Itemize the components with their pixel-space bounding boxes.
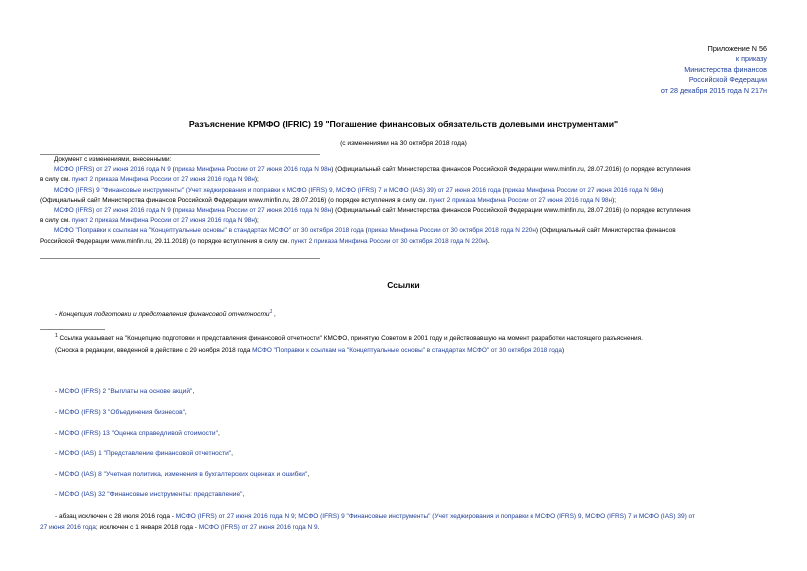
- ref-link[interactable]: МСФО (IFRS) от 27 июня 2016 года N 9: [175, 513, 295, 520]
- change-item-cont: в силу см. пункт 2 приказа Минфина России от 27 июня 2016 года N 98н);: [40, 217, 259, 225]
- divider: [40, 258, 320, 259]
- ref-link[interactable]: МСФО (IFRS) от 27 июня 2016 года N 9: [198, 524, 318, 531]
- change-link[interactable]: приказ Минфина России от 27 июня 2016 года N 98н: [504, 186, 662, 194]
- ref-item: - МСФО (IAS) 32 "Финансовые инструменты: представление",: [55, 491, 245, 498]
- ref-link[interactable]: МСФО (IAS) 1 "Представление финансовой отчетности": [59, 450, 232, 457]
- change-link[interactable]: МСФО (IFRS) 9 "Финансовые инструменты" (Учет хеджирования и поправки к МСФО (IFRS) 9, МСФО (IFRS) 7 и МСФО (IAS) 39) от 27 июня 2016 года: [54, 186, 501, 194]
- appendix-line[interactable]: Министерства финансов: [684, 64, 767, 74]
- ref-item: - МСФО (IFRS) 13 "Оценка справедливой стоимости",: [55, 430, 220, 437]
- change-link[interactable]: пункт 2 приказа Минфина России от 27 июня 2016 года N 98н: [71, 176, 255, 184]
- ref-link[interactable]: МСФО (IFRS) 3 "Объединения бизнесов": [59, 409, 185, 416]
- footnote-link[interactable]: 1: [269, 309, 273, 315]
- change-item-cont: (Официальный сайт Министерства финансов Российской Федерации www.minfin.ru, 28.07.2016) (о порядке вступления в силу см. пункт 2 приказа Минфина России от 27 июня 2016 года N 98н);: [40, 196, 617, 204]
- change-item: МСФО (IFRS) 9 "Финансовые инструменты" (Учет хеджирования и поправки к МСФО (IFRS) 9, МСФО (IFRS) 7 и МСФО (IAS) 39) от 27 июня 2016 года (приказ Минфина России от 27 июня 2016 года N 98н): [54, 186, 664, 194]
- refs-title: Ссылки: [387, 280, 420, 290]
- appendix-header: [661, 44, 767, 96]
- ref-item: - МСФО (IFRS) 2 "Выплаты на основе акций",: [55, 388, 195, 395]
- excluded-paragraph: - абзац исключен с 28 июля 2016 года - МСФО (IFRS) от 27 июня 2016 года N 9; МСФО (IFRS) 9 "Финансовые инструменты" (Учет хеджирования и поправки к МСФО (IFRS) 9, МСФО (IFRS) 7 и МСФО (IAS) 39) от 27 июня 2016 года; исключен с 1 января 2018 года - МСФО (IFRS) от 27 июня 2016 года N 9.: [40, 513, 695, 531]
- ref-link[interactable]: МСФО (IAS) 8 "Учетная политика, изменения в бухгалтерских оценках и ошибки": [59, 471, 308, 478]
- footnote-note: (Сноска в редакции, введенной в действие с 29 ноября 2018 года МСФО "Поправки к ссылкам на "Концептуальные основы" в стандартах МСФО" от 30 октября 2018 года): [55, 347, 565, 354]
- changes-block: [40, 155, 772, 247]
- changes-heading: Документ с изменениями, внесенными:: [54, 156, 172, 163]
- change-link[interactable]: МСФО (IFRS) от 27 июня 2016 года N 9: [54, 166, 171, 174]
- footnote: $^1$ Ссылка указывает на "Концепцию подготовки и представления финансовой отчетности" КМСФО, принятую Советом в 2001 году и действовавшую на момент разработки настоящего разъяснения.: [55, 333, 643, 343]
- ref-item: - МСФО (IFRS) 3 "Объединения бизнесов",: [55, 409, 187, 416]
- page-title: Разъяснение КРМФО (IFRIC) 19 "Погашение финансовых обязательств долевыми инструментами": [188, 119, 619, 129]
- change-item: МСФО "Поправки к ссылкам на "Концептуальные основы" в стандартах МСФО" от 30 октября 2018 года (приказ Минфина России от 30 октября 2018 года N 220н) (Официальный сайт Министерства финансов: [54, 227, 676, 235]
- ref-item: - МСФО (IAS) 8 "Учетная политика, изменения в бухгалтерских оценках и ошибки",: [55, 471, 310, 478]
- change-link[interactable]: приказ Минфина России от 27 июня 2016 года N 98н: [174, 166, 332, 174]
- ref-link[interactable]: МСФО (IFRS) 13 "Оценка справедливой стоимости": [59, 430, 218, 437]
- ref-concept: - Концепция подготовки и представления финансовой отчетности$^1$ ,: [55, 309, 277, 319]
- ref-link[interactable]: МСФО (IFRS) 9 "Финансовые инструменты" (Учет хеджирования и поправки к МСФО (IFRS) 9, МСФО (IFRS) 7 и МСФО (IAS) 39) от: [298, 513, 695, 520]
- change-link[interactable]: пункт 2 приказа Минфина России от 27 июня 2016 года N 98н: [429, 196, 613, 204]
- change-item: МСФО (IFRS) от 27 июня 2016 года N 9 (приказ Минфина России от 27 июня 2016 года N 98н) (Официальный сайт Министерства финансов Российской Федерации www.minfin.ru, 28.07.2016) (о порядке вступления: [54, 207, 691, 215]
- ref-link[interactable]: 27 июня 2016 года: [40, 524, 96, 531]
- ref-item: - МСФО (IAS) 1 "Представление финансовой отчетности",: [55, 450, 233, 457]
- change-link[interactable]: пункт 2 приказа Минфина России от 27 июня 2016 года N 98н: [71, 217, 255, 225]
- appendix-line[interactable]: от 28 декабря 2015 года N 217н: [660, 85, 767, 95]
- ref-link[interactable]: МСФО (IFRS) 2 "Выплаты на основе акций": [59, 388, 193, 395]
- note-link[interactable]: МСФО "Поправки к ссылкам на "Концептуальные основы" в стандартах МСФО" от 30 октября 2018 года: [252, 347, 562, 354]
- change-link[interactable]: приказ Минфина России от 30 октября 2018 года N 220н: [367, 227, 536, 235]
- appendix-line[interactable]: к приказу: [735, 54, 767, 64]
- page-subtitle: (с изменениями на 30 октября 2018 года): [340, 140, 467, 147]
- ref-link[interactable]: МСФО (IAS) 32 "Финансовые инструменты: представление": [59, 491, 243, 498]
- change-item-cont: Российской Федерации www.minfin.ru, 29.11.2018) (о порядке вступления в силу см. пункт 2 приказа Минфина России от 30 октября 2018 года N 220н).: [40, 237, 490, 245]
- footnote-mark: 1: [55, 333, 58, 339]
- change-link[interactable]: МСФО (IFRS) от 27 июня 2016 года N 9: [54, 207, 171, 215]
- change-link[interactable]: МСФО "Поправки к ссылкам на "Концептуальные основы" в стандартах МСФО" от 30 октября 2018 года: [54, 227, 364, 235]
- change-item-cont: в силу см. пункт 2 приказа Минфина России от 27 июня 2016 года N 98н);: [40, 176, 259, 184]
- footnote-divider: [40, 329, 105, 330]
- appendix-line: Приложение N 56: [707, 44, 767, 53]
- change-link[interactable]: приказ Минфина России от 27 июня 2016 года N 98н: [174, 207, 332, 215]
- change-link[interactable]: пункт 2 приказа Минфина России от 30 октября 2018 года N 220н: [290, 237, 486, 245]
- change-item: МСФО (IFRS) от 27 июня 2016 года N 9 (приказ Минфина России от 27 июня 2016 года N 98н) (Официальный сайт Министерства финансов Российской Федерации www.minfin.ru, 28.07.2016) (о порядке вступления: [54, 166, 691, 174]
- appendix-line[interactable]: Российской Федерации: [688, 75, 767, 85]
